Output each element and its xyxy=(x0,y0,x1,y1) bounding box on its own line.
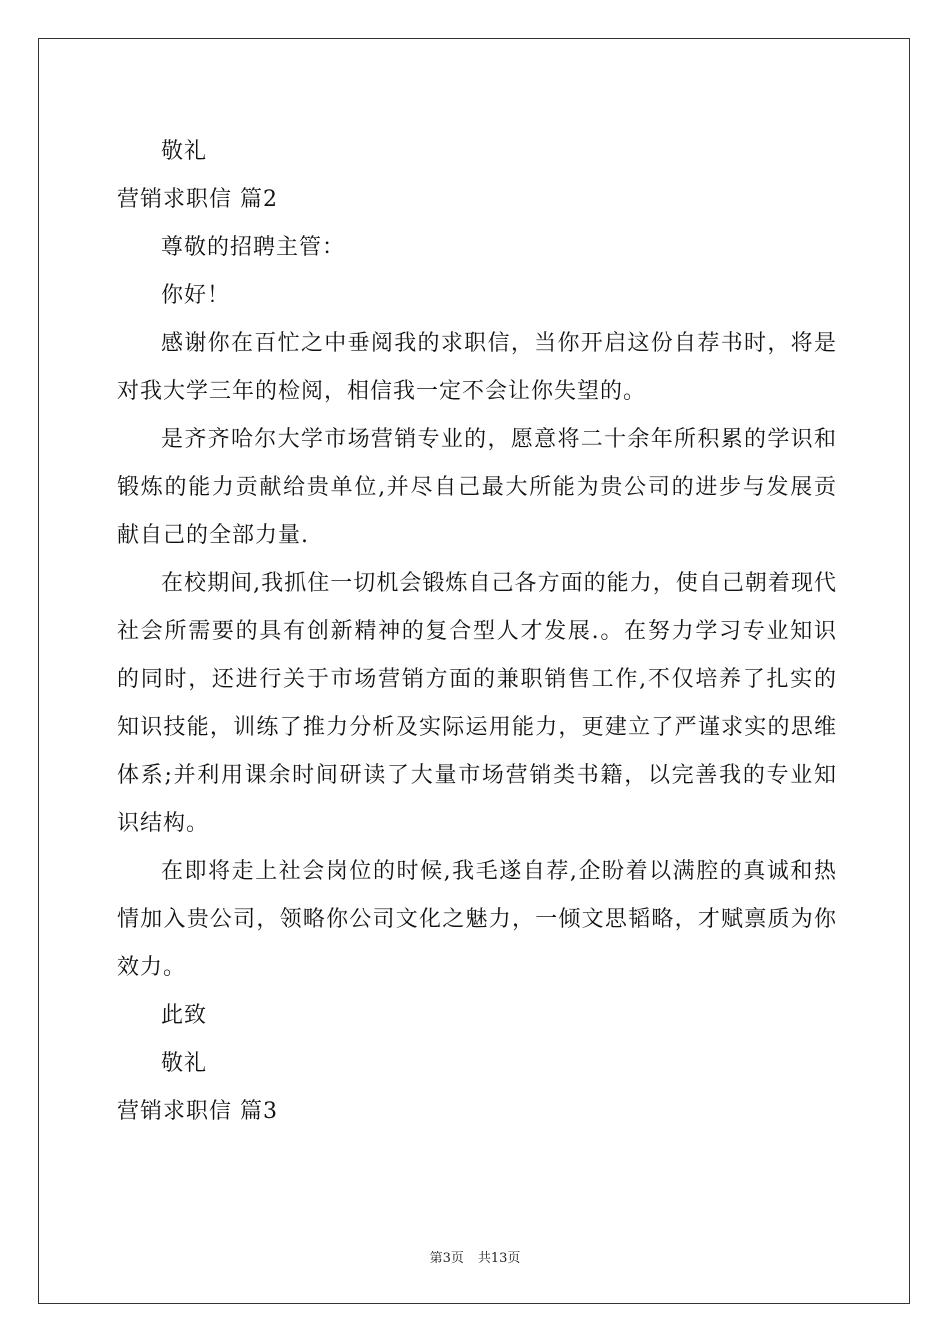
page-total: 共13页 xyxy=(477,1251,521,1266)
paragraph: 在校期间,我抓住一切机会锻炼自己各方面的能力，使自己朝着现代社会所需要的具有创新精神的复合型人才发展.。在努力学习专业知识的同时，还进行关于市场营销方面的兼职销售工作,不仅培养了扎实的知识技能，训练了推力分析及实际运用能力，更建立了严谨求实的思维体系;并利用课余时间研读了大量市场营销类书籍，以完善我的专业知识结构。 xyxy=(117,571,837,836)
section-heading: 营销求职信 篇2 xyxy=(117,187,278,212)
section-heading: 营销求职信 篇3 xyxy=(117,1099,278,1124)
greeting-addressee: 尊敬的招聘主管： xyxy=(161,235,346,260)
page-footer xyxy=(0,1247,950,1266)
closing-salutation: 敬礼 xyxy=(161,139,208,164)
document-body xyxy=(117,128,837,1136)
paragraph: 感谢你在百忙之中垂阅我的求职信，当你开启这份自荐书时，将是对我大学三年的检阅，相信我一定不会让你失望的。 xyxy=(117,331,837,404)
paragraph: 在即将走上社会岗位的时候,我毛遂自荐,企盼着以满腔的真诚和热情加入贵公司，领略你公司文化之魅力，一倾文思韬略，才赋禀质为你效力。 xyxy=(117,859,837,980)
closing-salutation: 敬礼 xyxy=(161,1051,208,1076)
paragraph: 是齐齐哈尔大学市场营销专业的，愿意将二十余年所积累的学识和锻炼的能力贡献给贵单位,并尽自己最大所能为贵公司的进步与发展贡献自己的全部力量. xyxy=(117,427,837,548)
greeting: 你好！ xyxy=(161,283,231,308)
closing-line: 此致 xyxy=(161,1003,208,1028)
page-number: 第3页 xyxy=(429,1251,464,1266)
